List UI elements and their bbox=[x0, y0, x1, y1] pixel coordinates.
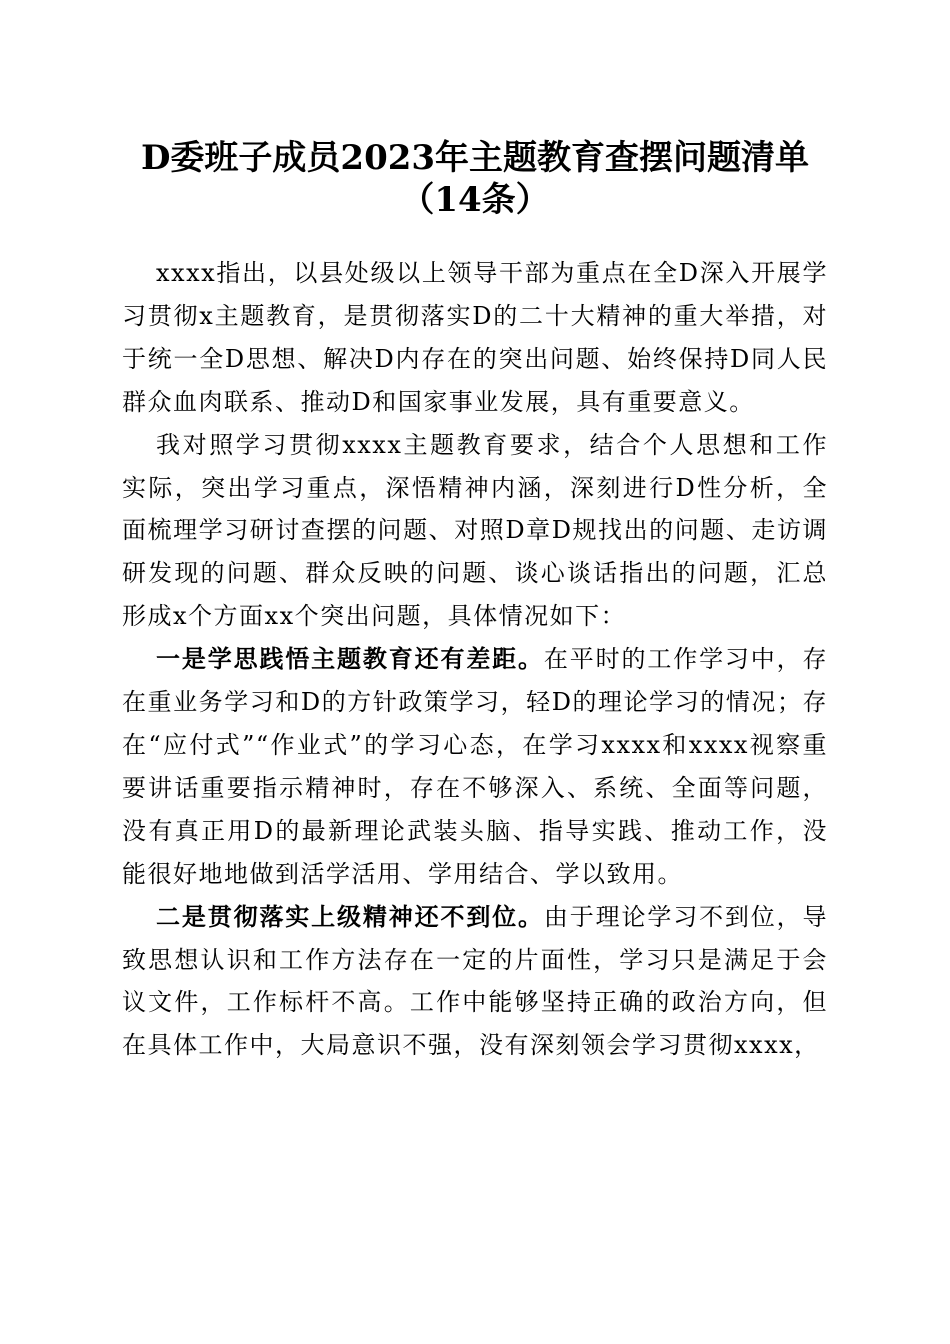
document-title: D委班子成员2023年主题教育查摆问题清单 bbox=[140, 138, 810, 178]
paragraph-text: xxxx指出，以县处级以上领导干部为重点在全D深入开展学习贯彻x主题教育，是贯彻落实D的二十大精神的重大举措，对于统一全D思想、解决D内存在的突出问题、始终保持D同人民群众血肉联系、推动D和国家事业发展，具有重要意义。 bbox=[122, 259, 828, 416]
paragraph-text: 由于理论学习不到位，导致思想认识和工作方法存在一定的片面性，学习只是满足于会议文件，工作标杆不高。工作中能够坚持正确的政治方向，但在具体工作中，大局意识不强，没有深刻领会学习贯彻xxxx， bbox=[122, 902, 829, 1060]
paragraph-3 bbox=[122, 638, 828, 895]
document-subtitle-count: （14条） bbox=[400, 180, 550, 220]
paragraph-1 bbox=[122, 252, 828, 424]
paragraph-lead: 二是贯彻落实上级精神还不到位。 bbox=[156, 901, 544, 931]
paragraph-text: 在平时的工作学习中，存在重业务学习和D的方针政策学习，轻D的理论学习的情况；存在“应付式”“作业式”的学习心态，在学习xxxx和xxxx视察重要讲话重要指示精神时，存在不够深入、系统、全面等问题，没有真正用D的最新理论武装头脑、指导实践、推动工作，没能很好地地做到活学活用、学用结合、学以致用。 bbox=[122, 645, 829, 888]
document-body bbox=[122, 252, 828, 1067]
paragraph-4 bbox=[122, 896, 828, 1068]
paragraph-lead: 一是学思践悟主题教育还有差距。 bbox=[156, 644, 544, 674]
paragraph-text: 我对照学习贯彻xxxx主题教育要求，结合个人思想和工作实际，突出学习重点，深悟精神内涵，深刻进行D性分析，全面梳理学习研讨查摆的问题、对照D章D规找出的问题、走访调研发现的问题、群众反映的问题、谈心谈话指出的问题，汇总形成x个方面xx个突出问题，具体情况如下： bbox=[122, 430, 828, 631]
paragraph-2 bbox=[122, 424, 828, 639]
